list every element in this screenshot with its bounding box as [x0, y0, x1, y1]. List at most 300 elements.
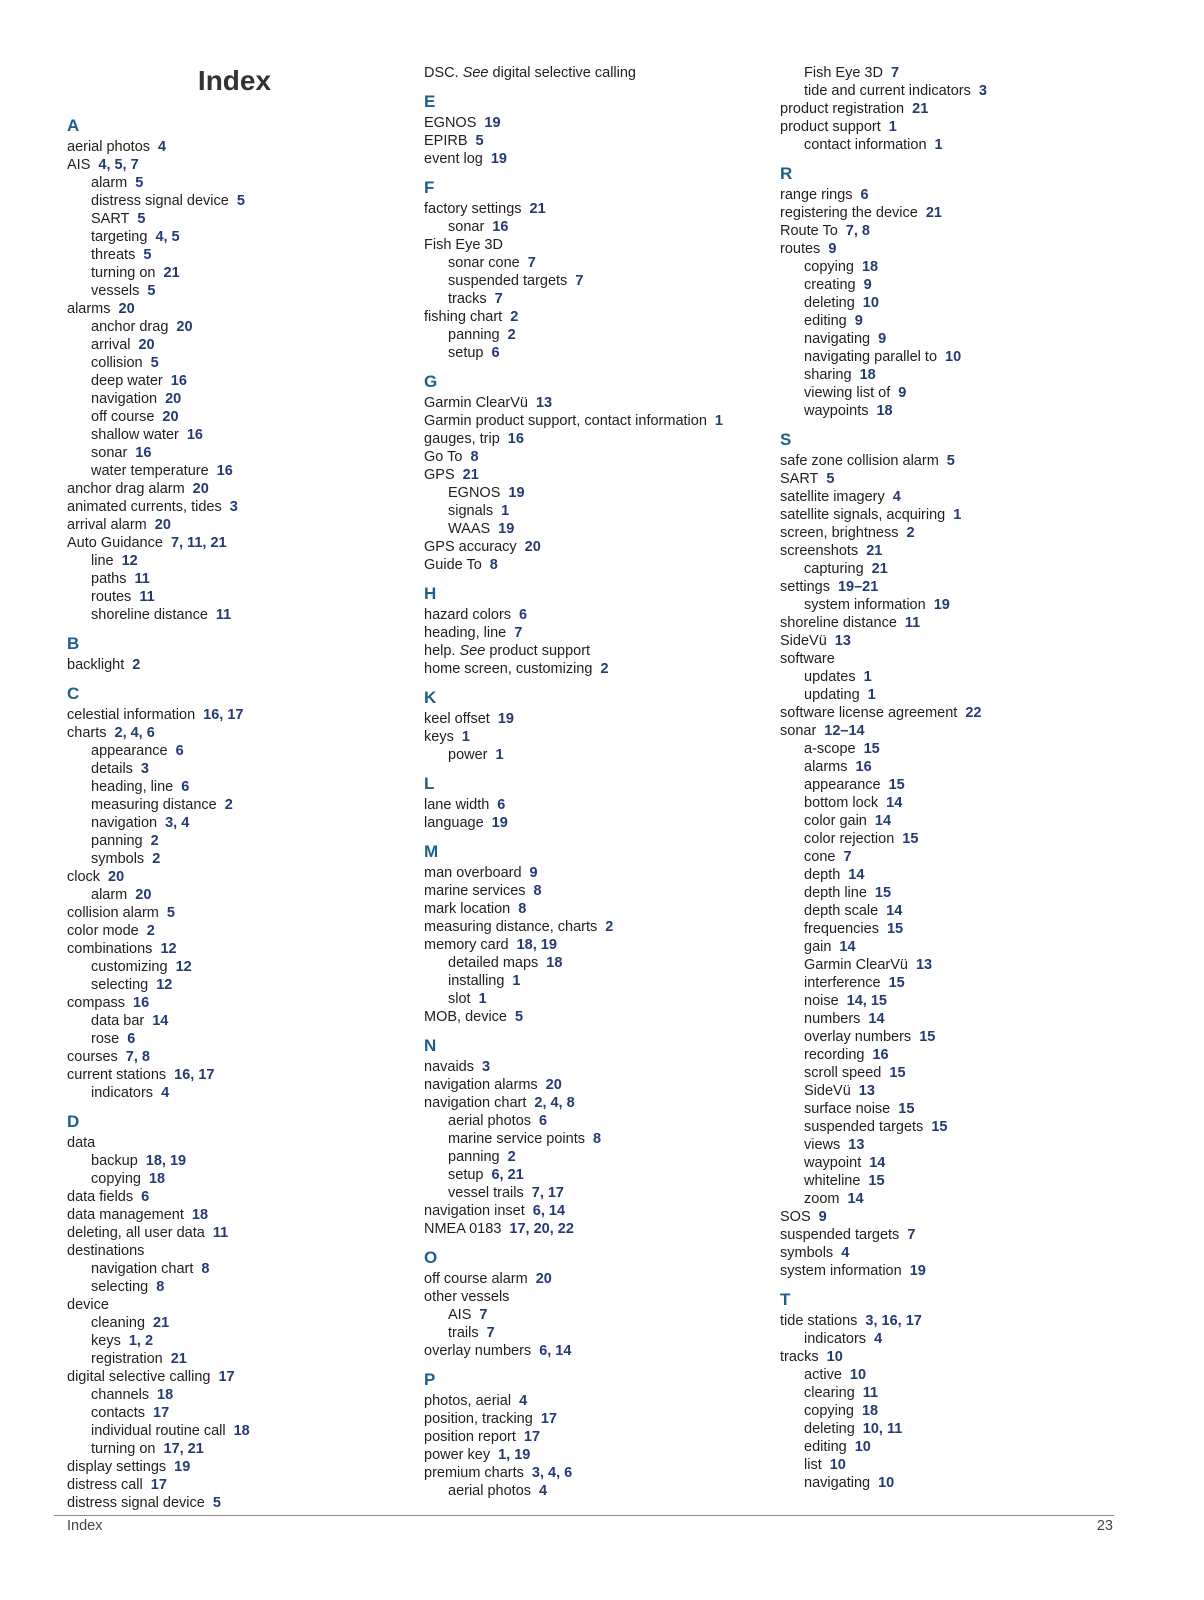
- page-reference[interactable]: 17: [218, 1369, 235, 1385]
- page-reference[interactable]: 17, 21: [163, 1441, 204, 1457]
- index-subentry: [780, 920, 1140, 938]
- page-reference[interactable]: 14: [839, 939, 856, 955]
- page-reference[interactable]: 3: [140, 761, 149, 777]
- page-reference[interactable]: 2: [224, 797, 233, 813]
- page-reference[interactable]: 19: [491, 815, 508, 831]
- page-reference[interactable]: 1: [867, 687, 876, 703]
- page-reference[interactable]: 20: [118, 301, 135, 317]
- entry-term: waypoints: [804, 403, 869, 419]
- page-reference[interactable]: 19: [174, 1459, 191, 1475]
- page-reference[interactable]: 5: [946, 453, 955, 469]
- page-reference[interactable]: 19: [508, 485, 525, 501]
- index-subentry: [780, 758, 1140, 776]
- page-reference[interactable]: 1: [495, 747, 504, 763]
- entry-term: depth: [804, 867, 841, 883]
- page-reference[interactable]: 4: [892, 489, 901, 505]
- index-subentry: [424, 1112, 759, 1130]
- page-reference[interactable]: 7: [494, 291, 503, 307]
- page-reference[interactable]: 5: [475, 133, 484, 149]
- page-reference[interactable]: 20: [192, 481, 209, 497]
- index-entry: [780, 704, 1140, 722]
- index-subentry: [67, 372, 402, 390]
- page-reference[interactable]: 2: [507, 1149, 516, 1165]
- page-reference[interactable]: 2, 4, 6: [114, 725, 155, 741]
- page-reference[interactable]: 13: [858, 1083, 875, 1099]
- entry-term: Go To: [424, 449, 463, 465]
- page-reference[interactable]: 10: [826, 1349, 843, 1365]
- footer-page-number: 23: [1096, 1518, 1113, 1534]
- page-reference[interactable]: 17, 20, 22: [509, 1221, 574, 1237]
- index-subentry: [780, 794, 1140, 812]
- page-reference[interactable]: 10: [878, 1475, 895, 1491]
- page-reference[interactable]: 16: [135, 445, 152, 461]
- page-reference[interactable]: 15: [886, 921, 904, 937]
- section-letter: S: [780, 430, 792, 449]
- page-reference[interactable]: 15: [931, 1119, 948, 1135]
- page-reference[interactable]: 7: [907, 1227, 916, 1243]
- page-reference[interactable]: 8: [489, 557, 498, 573]
- entry-term: zoom: [804, 1191, 840, 1207]
- page-reference[interactable]: 5: [150, 355, 159, 371]
- page-reference[interactable]: 21: [163, 265, 180, 281]
- page-reference[interactable]: 20: [162, 409, 179, 425]
- page-reference[interactable]: 7, 11, 21: [170, 535, 227, 551]
- entry-term: current stations: [67, 1067, 167, 1083]
- page-reference[interactable]: 9: [878, 331, 887, 347]
- page-reference[interactable]: 15: [898, 1101, 915, 1117]
- index-subentry: [780, 1330, 1140, 1348]
- index-entry: [424, 882, 759, 900]
- page-reference[interactable]: 15: [888, 975, 905, 991]
- page-reference[interactable]: 7: [575, 273, 584, 289]
- entry-term: product support: [780, 119, 881, 135]
- page-reference[interactable]: 11: [862, 1385, 879, 1401]
- entry-term: keel offset: [424, 711, 490, 727]
- page-reference[interactable]: 11: [215, 607, 232, 623]
- page-reference[interactable]: 7, 8: [125, 1049, 150, 1065]
- page-reference[interactable]: 21: [153, 1315, 170, 1331]
- page-reference[interactable]: 7, 8: [845, 223, 870, 239]
- page-reference[interactable]: 14, 15: [846, 993, 887, 1009]
- page-reference[interactable]: 20: [545, 1077, 562, 1093]
- page-reference[interactable]: 1, 2: [128, 1333, 154, 1349]
- page-reference[interactable]: 2, 4, 8: [534, 1095, 575, 1111]
- page-reference[interactable]: 18: [861, 1403, 879, 1419]
- index-entry: [424, 466, 759, 484]
- page-reference[interactable]: 5: [147, 283, 156, 299]
- entry-term: heading, line: [91, 779, 174, 795]
- entry-term: individual routine call: [91, 1423, 226, 1439]
- index-subentry: [780, 64, 1140, 82]
- page-reference[interactable]: 19: [909, 1263, 926, 1279]
- page-reference[interactable]: 11: [134, 571, 150, 587]
- page-reference[interactable]: 14: [886, 903, 903, 919]
- page-reference[interactable]: 16: [507, 431, 524, 447]
- entry-term: deleting: [804, 295, 855, 311]
- page-reference[interactable]: 21: [866, 543, 883, 559]
- section-letter: K: [424, 688, 437, 707]
- index-entry: [424, 132, 759, 150]
- page-reference[interactable]: 15: [863, 741, 880, 757]
- index-subentry: [780, 1384, 1140, 1402]
- page-reference[interactable]: 3, 16, 17: [865, 1313, 922, 1329]
- page-reference[interactable]: 6: [181, 779, 190, 795]
- entry-term: waypoint: [804, 1155, 862, 1171]
- page-reference[interactable]: 7: [843, 849, 852, 865]
- entry-term: event log: [424, 151, 483, 167]
- index-entry: [424, 864, 759, 882]
- page-reference[interactable]: 3: [481, 1059, 491, 1075]
- page-reference[interactable]: 6: [860, 187, 869, 203]
- entry-term: overlay numbers: [424, 1343, 532, 1359]
- page-reference[interactable]: 12–14: [824, 723, 865, 739]
- entry-term: bottom lock: [804, 795, 879, 811]
- page-reference[interactable]: 12: [175, 959, 192, 975]
- page-reference[interactable]: 6, 14: [532, 1203, 566, 1219]
- entry-term: updates: [804, 669, 856, 685]
- entry-term: distress call: [67, 1477, 143, 1493]
- index-entry: [424, 1202, 759, 1220]
- page-reference[interactable]: 1: [714, 413, 723, 429]
- page-reference[interactable]: 18: [191, 1207, 209, 1223]
- page-reference[interactable]: 9: [818, 1209, 827, 1225]
- page-reference[interactable]: 6, 14: [539, 1343, 572, 1359]
- page-reference[interactable]: 20: [154, 517, 171, 533]
- page-reference[interactable]: 21: [912, 101, 929, 117]
- index-subentry: [780, 384, 1140, 402]
- page-reference[interactable]: 5: [143, 247, 152, 263]
- page-reference[interactable]: 7, 17: [531, 1185, 564, 1201]
- index-subentry: [67, 1422, 402, 1440]
- index-subentry: [67, 778, 402, 796]
- page-reference[interactable]: 18: [546, 955, 563, 971]
- page-reference[interactable]: 1: [461, 729, 470, 745]
- page-reference[interactable]: 3, 4: [165, 815, 190, 831]
- page-reference[interactable]: 2: [132, 657, 141, 673]
- page-reference[interactable]: 16, 17: [174, 1067, 215, 1083]
- page-reference[interactable]: 10: [862, 295, 879, 311]
- page-reference[interactable]: 14: [152, 1013, 169, 1029]
- page-reference[interactable]: 6: [127, 1031, 136, 1047]
- page-reference[interactable]: 20: [524, 539, 541, 555]
- page-reference[interactable]: 16: [872, 1047, 889, 1063]
- page-reference[interactable]: 12: [156, 977, 173, 993]
- page-reference[interactable]: 13: [834, 633, 851, 649]
- page-reference[interactable]: 19: [933, 597, 950, 613]
- index-entry: [67, 1188, 402, 1206]
- entry-term: distress signal device: [67, 1495, 205, 1511]
- section-letter: R: [780, 164, 793, 183]
- index-entry: [67, 904, 402, 922]
- page-reference[interactable]: 20: [165, 391, 182, 407]
- page-reference[interactable]: 2: [150, 833, 159, 849]
- page-reference[interactable]: 4: [161, 1085, 170, 1101]
- page-reference[interactable]: 19: [497, 711, 514, 727]
- page-reference[interactable]: 5: [236, 193, 245, 209]
- index-entry: [424, 1058, 759, 1076]
- page-reference[interactable]: 16, 17: [203, 707, 244, 723]
- page-reference[interactable]: 4: [519, 1393, 528, 1409]
- page-reference[interactable]: 14: [886, 795, 903, 811]
- entry-term: system information: [780, 1263, 902, 1279]
- page-reference[interactable]: 4: [158, 139, 167, 155]
- entry-term: registering the device: [780, 205, 918, 221]
- page-reference[interactable]: 2: [152, 851, 161, 867]
- entry-term: sharing: [804, 367, 852, 383]
- index-section: [67, 632, 402, 674]
- page-reference[interactable]: 11: [904, 615, 921, 631]
- page-reference[interactable]: 18: [233, 1423, 250, 1439]
- page-reference[interactable]: 20: [535, 1271, 552, 1287]
- entry-term: shoreline distance: [780, 615, 897, 631]
- page-reference[interactable]: 22: [965, 705, 982, 721]
- index-entry: [780, 650, 1140, 668]
- entry-term: suspended targets: [804, 1119, 924, 1135]
- page-reference[interactable]: 6: [175, 743, 184, 759]
- page-reference[interactable]: 21: [462, 467, 479, 483]
- page-reference[interactable]: 10, 11: [862, 1421, 903, 1437]
- index-subentry: [67, 814, 402, 832]
- page-reference[interactable]: 2: [510, 309, 519, 325]
- page-reference[interactable]: 7: [479, 1307, 488, 1323]
- page-reference[interactable]: 17: [150, 1477, 167, 1493]
- page-reference[interactable]: 1: [478, 991, 487, 1007]
- page-reference[interactable]: 4: [841, 1245, 850, 1261]
- page-reference[interactable]: 1: [863, 669, 872, 685]
- index-section: [424, 90, 759, 168]
- page-reference[interactable]: 14: [848, 867, 865, 883]
- page-reference[interactable]: 14: [868, 1011, 885, 1027]
- page-reference[interactable]: 13: [915, 957, 933, 973]
- index-entry: [424, 538, 759, 556]
- page-reference[interactable]: 18: [157, 1387, 174, 1403]
- page-reference[interactable]: 2: [507, 327, 516, 343]
- index-section: [424, 176, 759, 362]
- page-reference[interactable]: 18: [859, 367, 876, 383]
- page-reference[interactable]: 8: [518, 901, 527, 917]
- entry-term: SideVü: [780, 633, 827, 649]
- index-entry: [424, 448, 759, 466]
- page-reference[interactable]: 19: [490, 151, 507, 167]
- page-reference[interactable]: 10: [829, 1457, 846, 1473]
- page-reference[interactable]: 12: [121, 553, 138, 569]
- page-reference[interactable]: 21: [871, 561, 888, 577]
- page-reference[interactable]: 14: [847, 1191, 864, 1207]
- page-reference[interactable]: 9: [854, 313, 863, 329]
- page-reference[interactable]: 6, 21: [491, 1167, 524, 1183]
- page-reference[interactable]: 18: [861, 259, 879, 275]
- page-reference[interactable]: 10: [854, 1439, 871, 1455]
- page-reference[interactable]: 5: [166, 905, 175, 921]
- index-entry: [424, 1094, 759, 1112]
- section-letter: C: [67, 684, 80, 703]
- page-reference[interactable]: 18: [876, 403, 893, 419]
- page-reference[interactable]: 8: [201, 1261, 210, 1277]
- page-reference[interactable]: 15: [889, 1065, 906, 1081]
- page-reference[interactable]: 2: [600, 661, 609, 677]
- index-entry: [424, 394, 759, 412]
- entry-term: creating: [804, 277, 856, 293]
- page-reference[interactable]: 15: [919, 1029, 936, 1045]
- page-reference[interactable]: 3, 4, 6: [531, 1465, 573, 1481]
- page-reference[interactable]: 6: [539, 1113, 548, 1129]
- page-reference[interactable]: 6: [141, 1189, 150, 1205]
- entry-term: software license agreement: [780, 705, 958, 721]
- entry-term: SOS: [780, 1209, 811, 1225]
- page-reference[interactable]: 9: [828, 241, 837, 257]
- entry-term: turning on: [91, 1441, 156, 1457]
- page-reference[interactable]: 16: [133, 995, 150, 1011]
- page-reference[interactable]: 20: [135, 887, 152, 903]
- page-reference[interactable]: 16: [855, 759, 872, 775]
- index-section: [67, 682, 402, 1102]
- footer-section-label: Index: [67, 1518, 103, 1534]
- page-reference[interactable]: 15: [868, 1173, 885, 1189]
- page-reference[interactable]: 18: [148, 1171, 166, 1187]
- page-reference[interactable]: 10: [849, 1367, 867, 1383]
- page-reference[interactable]: 1: [888, 119, 897, 135]
- entry-term: mark location: [424, 901, 511, 917]
- page-reference[interactable]: 16: [170, 373, 187, 389]
- index-column-2: [424, 64, 759, 1500]
- page-reference[interactable]: 6: [519, 607, 528, 623]
- page-reference[interactable]: 14: [869, 1155, 886, 1171]
- index-entry: [424, 814, 759, 832]
- entry-term: distress signal device: [91, 193, 229, 209]
- page-reference[interactable]: 2: [906, 525, 915, 541]
- page-reference[interactable]: 1: [953, 507, 962, 523]
- page-reference[interactable]: 6: [491, 345, 500, 361]
- entry-term: charts: [67, 725, 107, 741]
- entry-term: sonar: [780, 723, 817, 739]
- page-reference[interactable]: 3: [978, 83, 987, 99]
- page-reference[interactable]: 11: [212, 1225, 229, 1241]
- entry-term: measuring distance, charts: [424, 919, 598, 935]
- index-subentry: [67, 832, 402, 850]
- index-section: [424, 840, 759, 1026]
- entry-term: help.: [424, 643, 456, 659]
- entry-term: other vessels: [424, 1289, 510, 1305]
- page-reference[interactable]: 1: [501, 503, 510, 519]
- page-reference[interactable]: 7: [527, 255, 536, 271]
- page-reference[interactable]: 16: [186, 427, 203, 443]
- page-reference[interactable]: 19–21: [837, 579, 879, 595]
- entry-term: AIS: [67, 157, 91, 173]
- page-reference[interactable]: 5: [212, 1495, 221, 1511]
- page-reference[interactable]: 20: [176, 319, 193, 335]
- entry-term: Auto Guidance: [67, 535, 163, 551]
- index-subentry: [424, 1184, 759, 1202]
- page-reference[interactable]: 15: [888, 777, 905, 793]
- page-reference[interactable]: 20: [108, 869, 125, 885]
- page-reference[interactable]: 17: [153, 1405, 170, 1421]
- page-reference[interactable]: 19: [498, 521, 515, 537]
- page-reference[interactable]: 16: [216, 463, 233, 479]
- page-reference[interactable]: 5: [826, 471, 835, 487]
- page-reference[interactable]: 14: [874, 813, 892, 829]
- index-entry: [780, 524, 1140, 542]
- page-reference[interactable]: 4, 5: [155, 229, 180, 245]
- page-reference[interactable]: 4, 5, 7: [98, 157, 139, 173]
- page-reference[interactable]: 1: [512, 973, 521, 989]
- page-reference[interactable]: 19: [484, 115, 501, 131]
- index-subentry: [67, 210, 402, 228]
- page-reference[interactable]: 8: [593, 1131, 602, 1147]
- page-reference[interactable]: 7: [890, 65, 900, 81]
- page-reference[interactable]: 18, 19: [516, 937, 557, 953]
- page-reference[interactable]: 9: [529, 865, 538, 881]
- page-reference[interactable]: 17: [540, 1411, 557, 1427]
- page-reference[interactable]: 21: [925, 205, 942, 221]
- page-reference[interactable]: 18, 19: [145, 1153, 187, 1169]
- page-reference[interactable]: 2: [146, 923, 155, 939]
- page-reference[interactable]: 15: [874, 885, 892, 901]
- section-letter: L: [424, 774, 435, 793]
- entry-term: clearing: [804, 1385, 855, 1401]
- page-reference[interactable]: 13: [535, 395, 553, 411]
- entry-term: GPS accuracy: [424, 539, 517, 555]
- page-reference[interactable]: 21: [529, 201, 546, 217]
- page-reference[interactable]: 16: [492, 219, 509, 235]
- entry-term: cone: [804, 849, 836, 865]
- entry-term: alarms: [804, 759, 848, 775]
- page-reference[interactable]: 21: [170, 1351, 187, 1367]
- index-entry: [424, 1076, 759, 1094]
- page-reference[interactable]: 5: [135, 175, 144, 191]
- entry-term: keys: [424, 729, 454, 745]
- page-reference[interactable]: 4: [539, 1483, 548, 1499]
- page-reference[interactable]: 7: [486, 1325, 495, 1341]
- entry-term: aerial photos: [67, 139, 151, 155]
- page-reference[interactable]: 8: [470, 449, 479, 465]
- page-reference[interactable]: 2: [605, 919, 614, 935]
- page-reference[interactable]: 1: [934, 137, 943, 153]
- page-reference[interactable]: 9: [863, 277, 872, 293]
- page-reference[interactable]: 9: [898, 385, 907, 401]
- page-reference[interactable]: 11: [139, 589, 155, 605]
- page-reference[interactable]: 8: [533, 883, 542, 899]
- index-section: [780, 428, 1140, 1280]
- page-reference[interactable]: 5: [515, 1009, 524, 1025]
- entry-term: collision: [91, 355, 143, 371]
- page-reference[interactable]: 1, 19: [498, 1447, 531, 1463]
- index-entry: [424, 236, 759, 254]
- page-reference[interactable]: 3: [229, 499, 238, 515]
- index-entry: [780, 614, 1140, 632]
- entry-term: display settings: [67, 1459, 167, 1475]
- page-reference[interactable]: 17: [523, 1429, 541, 1445]
- page-reference[interactable]: 4: [874, 1331, 883, 1347]
- index-subentry: [67, 1260, 402, 1278]
- page-reference[interactable]: 12: [160, 941, 177, 957]
- index-subentry: [67, 796, 402, 814]
- page-reference[interactable]: 10: [945, 349, 962, 365]
- entry-term: photos, aerial: [424, 1393, 512, 1409]
- page-reference[interactable]: 20: [138, 337, 155, 353]
- page-reference[interactable]: 13: [848, 1137, 865, 1153]
- entry-term: tracks: [780, 1349, 819, 1365]
- page-reference[interactable]: 5: [137, 211, 146, 227]
- index-subentry: [424, 1130, 759, 1148]
- entry-term: tracks: [448, 291, 487, 307]
- entry-term: appearance: [804, 777, 881, 793]
- index-subentry: [67, 606, 402, 624]
- page-reference[interactable]: 7: [514, 625, 523, 641]
- page-reference[interactable]: 15: [902, 831, 919, 847]
- index-subentry: [67, 1030, 402, 1048]
- page-reference[interactable]: 6: [497, 797, 506, 813]
- page-reference[interactable]: 8: [156, 1279, 165, 1295]
